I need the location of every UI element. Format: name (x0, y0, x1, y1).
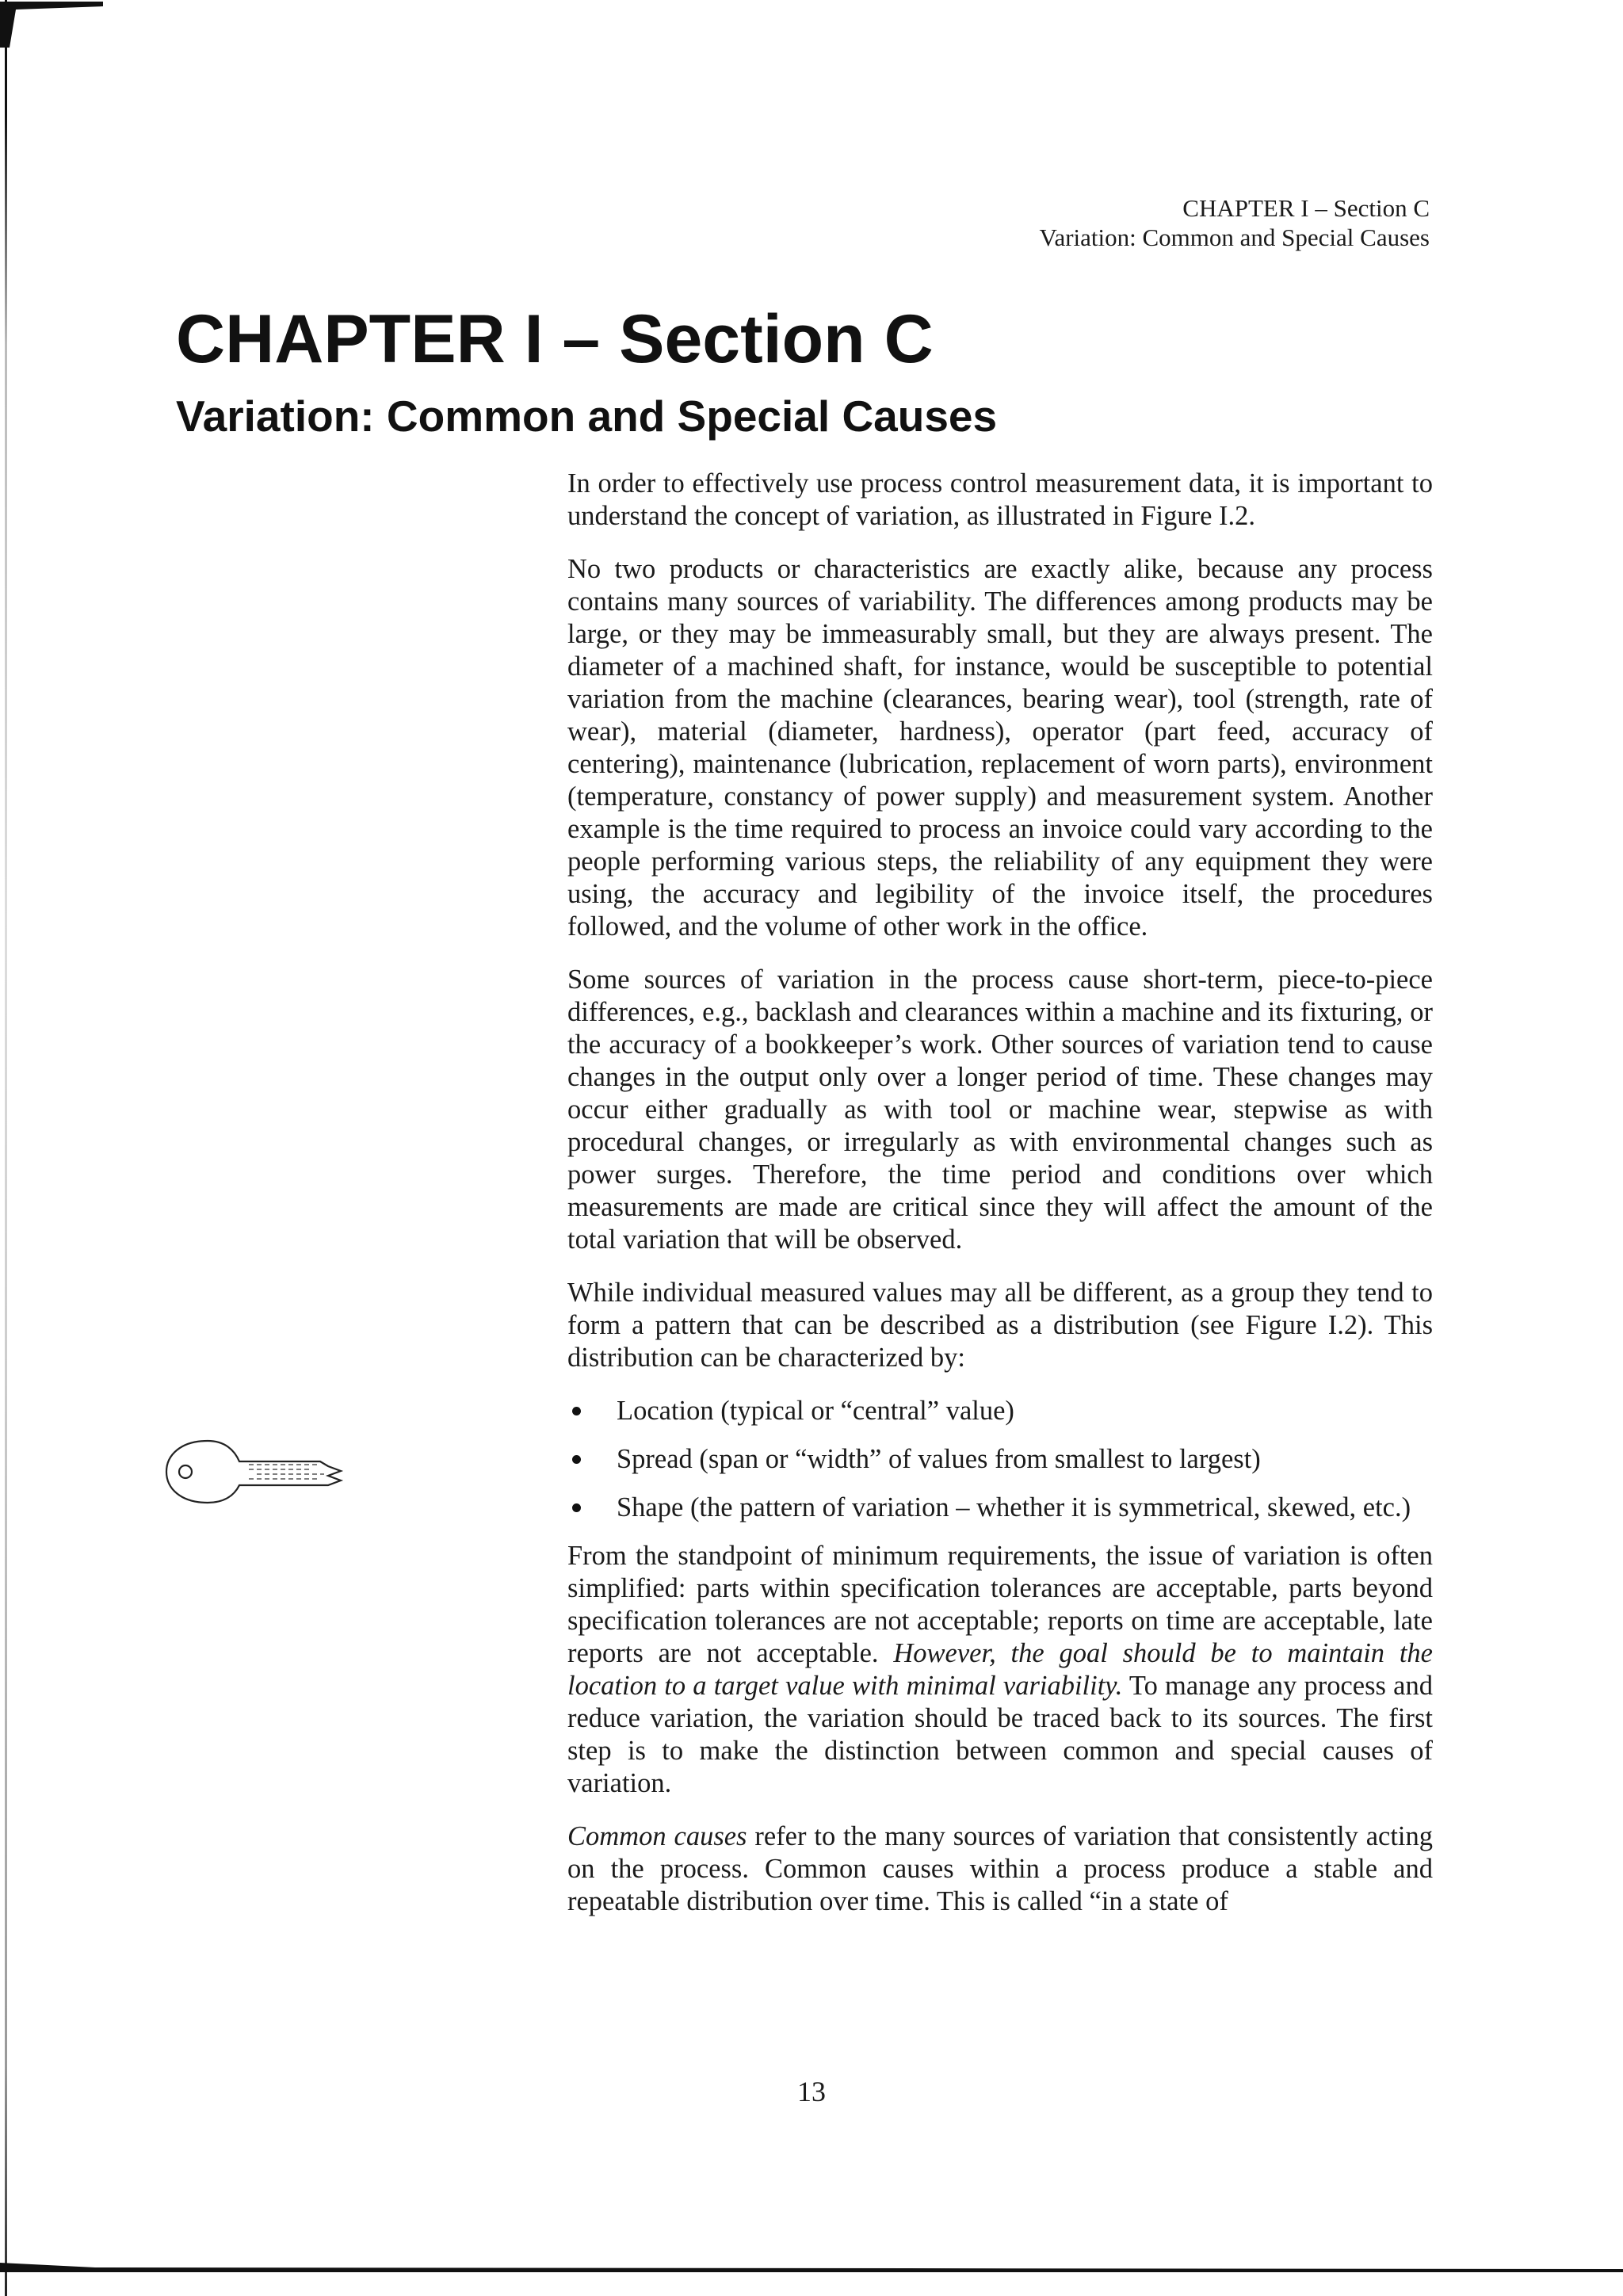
paragraph-common-causes (567, 1820, 1433, 1918)
running-header (1040, 193, 1430, 252)
text-span: refer to the many sources of variation that consistently acting on the process. Common causes within a process produce a stable and repeatable distribution over time. This is called “in a state of (567, 1821, 1433, 1916)
running-header-chapter: CHAPTER I – Section C (1182, 194, 1430, 222)
distribution-characteristics-list (567, 1395, 1433, 1524)
paragraph-intro: In order to effectively use process control measurement data, it is important to understand the concept of variation, as illustrated in Figure I.2. (567, 468, 1433, 531)
text-span: From the standpoint of minimum requirements, the issue of variation is often simplified: parts within specification tolerances are acceptable, parts beyond specification tolerances are not acceptable; reports on time are acceptable, late reports are not acceptable. (567, 1541, 1433, 1668)
chapter-title: CHAPTER I – Section C (176, 301, 934, 377)
running-header-topic: Variation: Common and Special Causes (1039, 223, 1430, 251)
bullet-icon (572, 1407, 581, 1415)
paragraph-minimum-requirements (567, 1540, 1433, 1800)
body-text (567, 468, 1433, 1939)
emphasis-goal: However, the goal should be to maintain the location to a target value with minimal variability. (567, 1638, 1433, 1701)
list-item (567, 1395, 1433, 1427)
emphasis-common-causes: Common causes (567, 1821, 747, 1851)
text-span: To manage any process and reduce variation, the variation should be traced back to its sources. The first step is to make the distinction between common and special causes of variation. (567, 1671, 1433, 1798)
paragraph-sources-of-variability: No two products or characteristics are exactly alike, because any process contains many sources of variability. The differences among products may be large, or they may be immeasurably small, but they are always present. The diameter of a machined shaft, for instance, would be susceptible to potential variation from the machine (clearances, bearing wear), tool (strength, rate of wear), material (diameter, hardness), operator (part feed, accuracy of centering), maintenance (lubrication, replacement of worn parts), environment (temperature, constancy of power supply) and measurement system. Another example is the time required to process an invoice could vary according to the people performing various steps, the reliability of any equipment they were using, the accuracy and legibility of the invoice itself, the procedures followed, and the volume of other work in the office. (567, 554, 1433, 942)
paragraph-distribution: While individual measured values may all be different, as a group they tend to form a pattern that can be described as a distribution (see Figure I.2). This distribution can be characterized by: (567, 1278, 1433, 1373)
key-icon (162, 1428, 352, 1515)
bullet-icon (572, 1503, 581, 1512)
scan-corner-mark (0, 0, 103, 48)
bullet-icon (572, 1455, 581, 1464)
scan-left-edge (5, 0, 7, 2296)
section-subtitle: Variation: Common and Special Causes (176, 392, 998, 441)
list-item-text: Spread (span or “width” of values from smallest to largest) (617, 1444, 1261, 1474)
page-number: 13 (797, 2076, 826, 2107)
list-item (567, 1443, 1433, 1476)
list-item-text: Location (typical or “central” value) (617, 1396, 1014, 1426)
paragraph-short-long-term: Some sources of variation in the process cause short-term, piece-to-piece differences, e.g., backlash and clearances within a machine and its fixturing, or the accuracy of a bookkeeper’s work. Other sources of variation tend to cause changes in the output only over a longer period of time. These changes may occur either gradually as with tool or machine wear, stepwise as with procedural changes, or irregularly as with environmental changes such as power surges. Therefore, the time period and conditions over which measurements are made are critical since they will affect the amount of the total variation that will be observed. (567, 965, 1433, 1255)
list-item (567, 1492, 1433, 1524)
list-item-text: Shape (the pattern of variation – whether it is symmetrical, skewed, etc.) (617, 1492, 1411, 1522)
scan-bottom-edge (0, 2263, 1623, 2272)
